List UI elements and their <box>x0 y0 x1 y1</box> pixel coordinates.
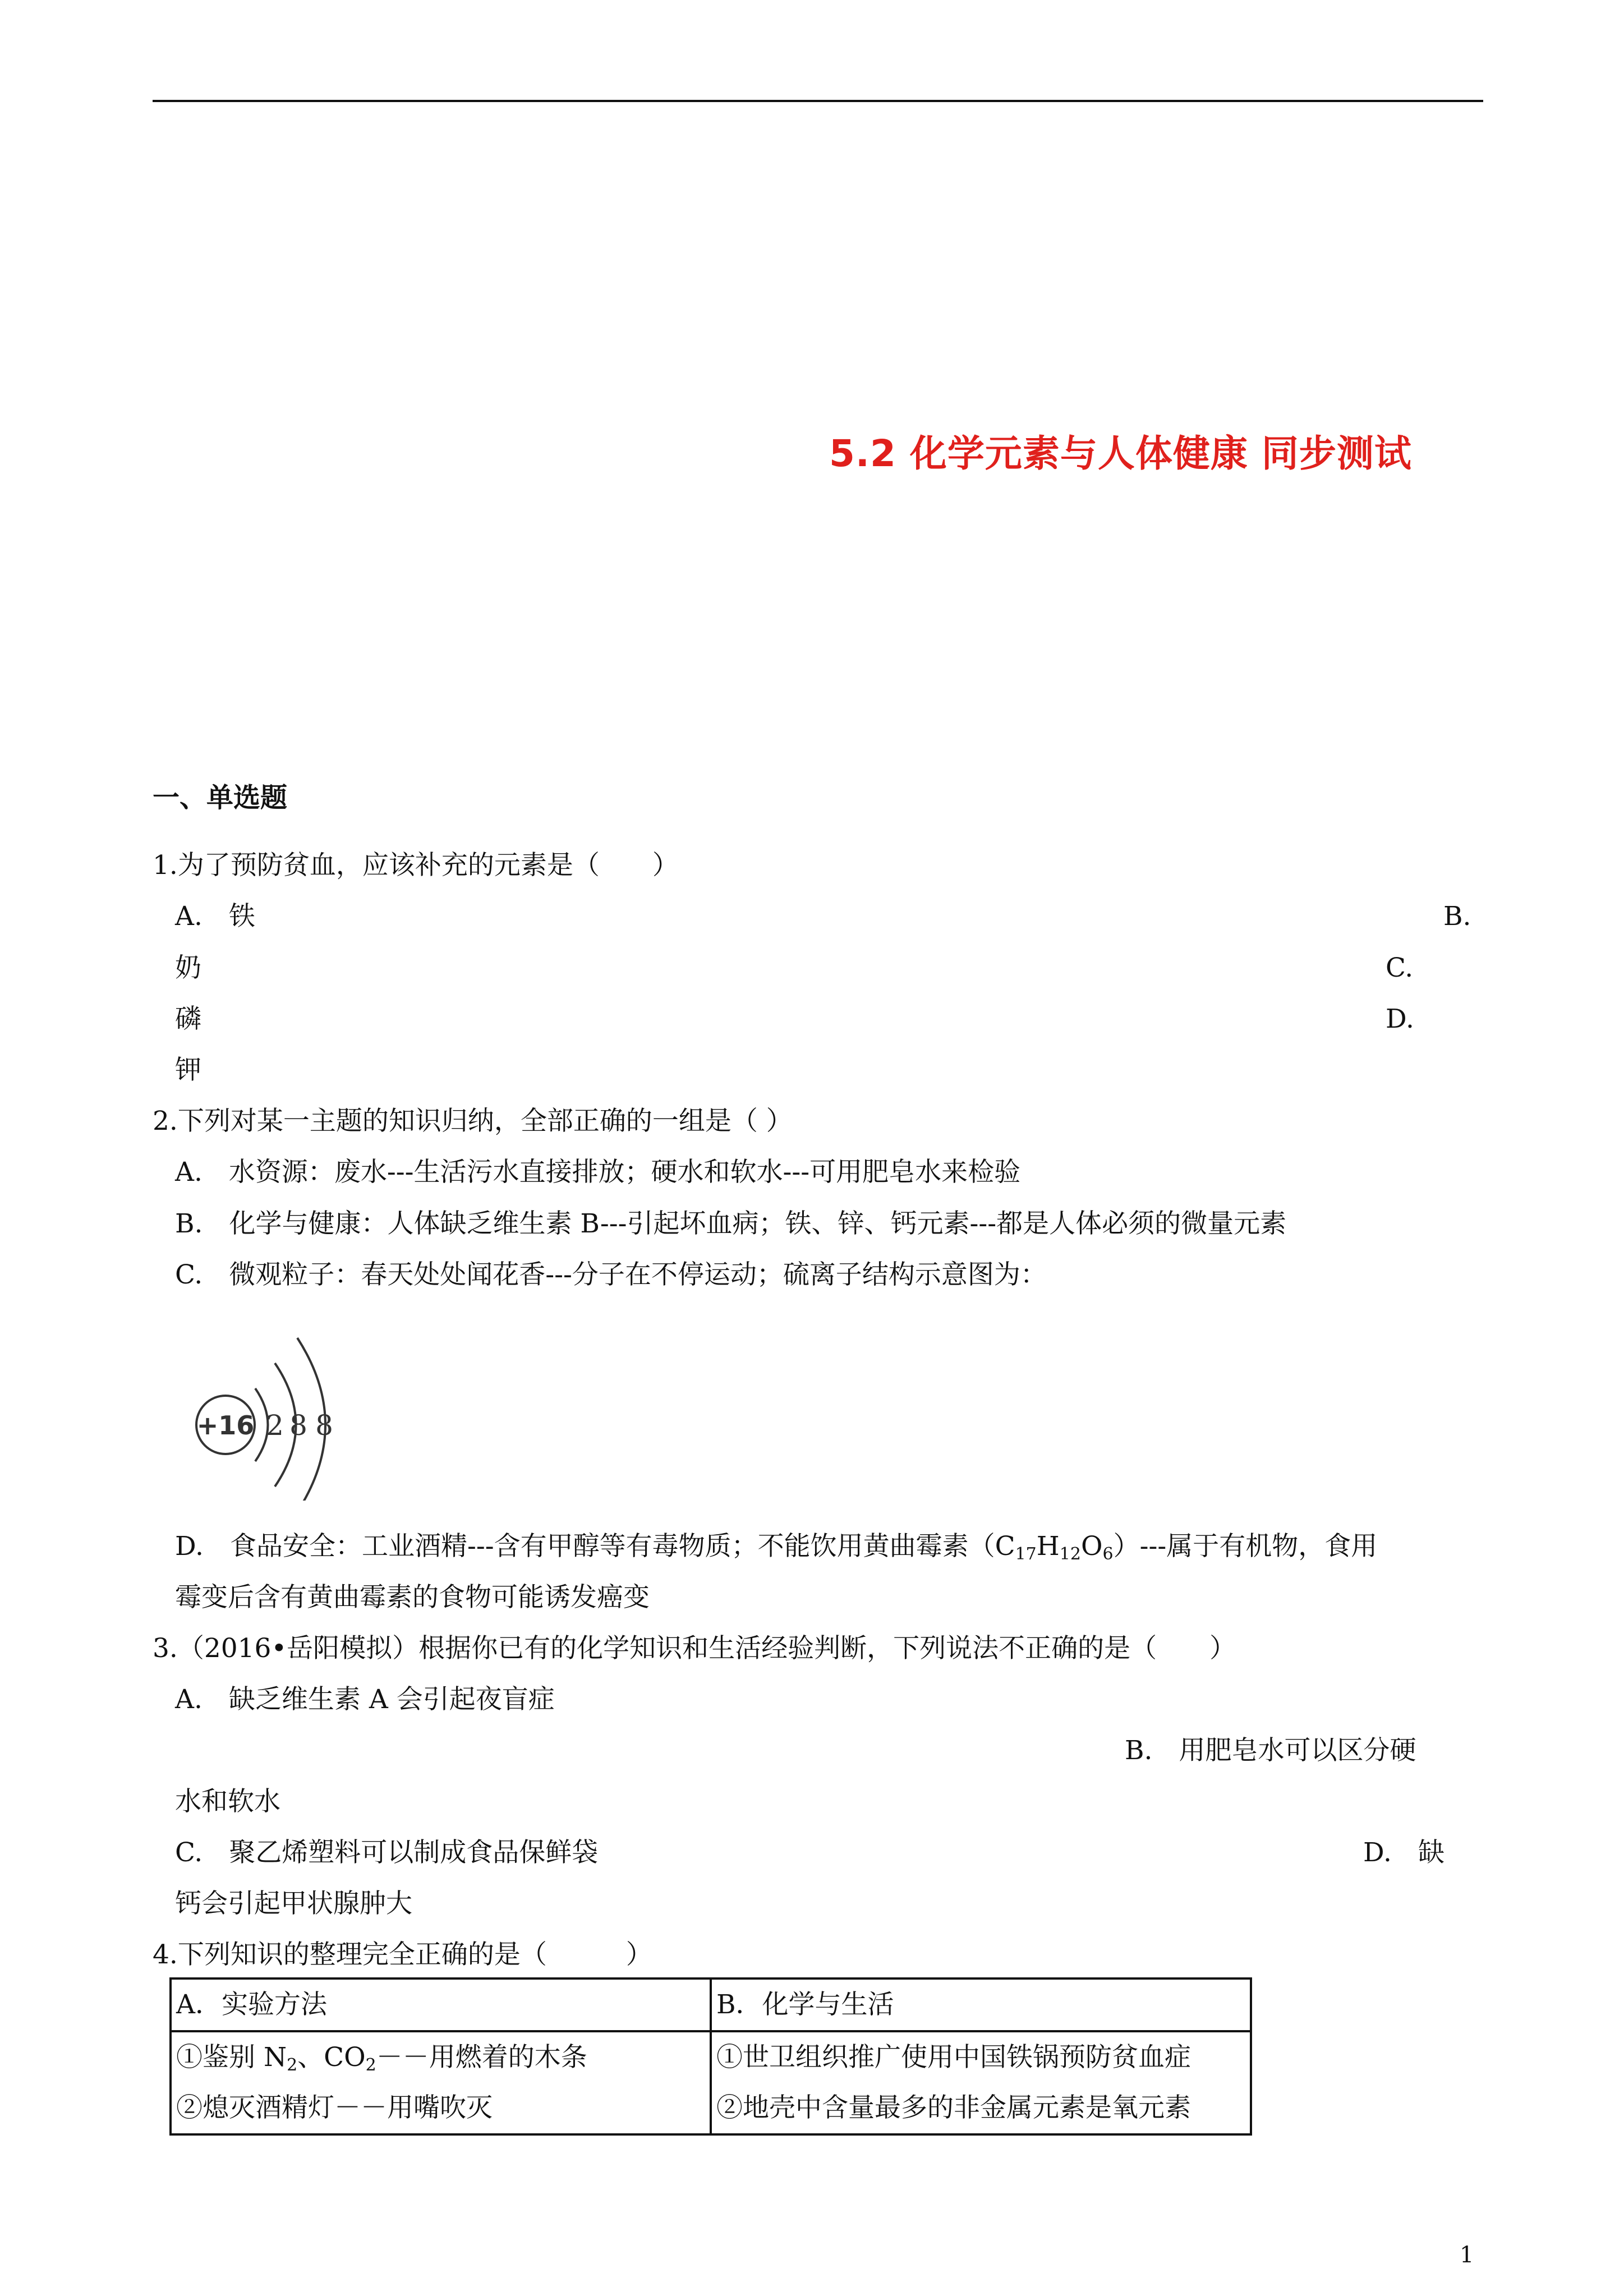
sulfur-ion-structure-diagram <box>191 1315 348 1501</box>
q1-option-c-text: 磷 <box>175 1004 201 1034</box>
table-b-item-1: ①世卫组织推广使用中国铁锅预防贫血症 <box>716 2042 1191 2073</box>
q3-option-d: D. 缺 <box>1363 1837 1444 1868</box>
shell-3-electrons: 8 <box>315 1409 333 1442</box>
q3-option-c: C. 聚乙烯塑料可以制成食品保鲜袋 <box>175 1837 599 1868</box>
q3-option-a: A. 缺乏维生素 A 会引起夜盲症 <box>175 1684 555 1715</box>
q4-stem: 4.下列知识的整理完全正确的是（ ） <box>153 1939 652 1970</box>
shell-2-electrons: 8 <box>289 1409 307 1442</box>
q3-option-d-continued: 钙会引起甲状腺肿大 <box>175 1888 412 1919</box>
shell-1-electrons: 2 <box>266 1409 284 1442</box>
q2-option-c: C. 微观粒子：春天处处闻花香---分子在不停运动；硫离子结构示意图为： <box>175 1259 1047 1290</box>
section-heading: 一、单选题 <box>153 782 288 813</box>
table-cell-a <box>171 2031 711 2134</box>
q2-option-b: B. 化学与健康：人体缺乏维生素 B---引起坏血病；铁、锌、钙元素---都是人体必须的微量元素 <box>175 1208 1287 1239</box>
table-header-b: B．化学与生活 <box>711 1978 1251 2031</box>
table-a-item-1: ①鉴别 $N_2$、$CO_2--$用燃着的木条 <box>176 2042 587 2075</box>
table-cell-b <box>711 2031 1251 2134</box>
header-rule <box>153 100 1483 102</box>
q2-stem: 2.下列对某一主题的知识归纳，全部正确的一组是（ ） <box>153 1106 793 1137</box>
q3-option-b: B. 用肥皂水可以区分硬 <box>1125 1735 1416 1766</box>
table-header-a: A．实验方法 <box>171 1978 711 2031</box>
nucleus-charge: +16 <box>196 1410 255 1441</box>
q1-option-b-letter: B. <box>1443 901 1471 932</box>
q1-option-b-text: 奶 <box>175 953 201 983</box>
q3-stem: 3.（2016•岳阳模拟）根据你已有的化学知识和生活经验判断，下列说法不正确的是（ ） <box>153 1633 1236 1664</box>
q1-option-d-text: 钾 <box>175 1055 201 1085</box>
q3-option-b-continued: 水和软水 <box>175 1786 280 1817</box>
table-a-item-2: ②熄灭酒精灯－－用嘴吹灭 <box>176 2092 493 2123</box>
document-title: 5.2 化学元素与人体健康 同步测试 <box>829 432 1412 475</box>
page-number: 1 <box>1460 2242 1474 2268</box>
q4-knowledge-table <box>169 1977 1252 2136</box>
q1-option-c-letter: C. <box>1386 953 1414 983</box>
q1-stem: 1.为了预防贫血，应该补充的元素是（ ） <box>153 850 679 881</box>
table-b-item-2: ②地壳中含量最多的非金属元素是氧元素 <box>716 2092 1191 2123</box>
q2-option-a: A. 水资源：废水---生活污水直接排放；硬水和软水---可用肥皂水来检验 <box>175 1157 1021 1188</box>
q1-option-d-letter: D. <box>1386 1004 1414 1034</box>
q1-option-a: A. 铁 <box>175 901 255 932</box>
q2-option-d-continued: 霉变后含有黄曲霉素的食物可能诱发癌变 <box>175 1582 650 1613</box>
q2-option-d: D. 食品安全：工业酒精---含有甲醇等有毒物质；不能饮用黄曲霉素$(C_{17}H_{12}O_6)---$属于有机物，食用 <box>175 1531 1378 1564</box>
